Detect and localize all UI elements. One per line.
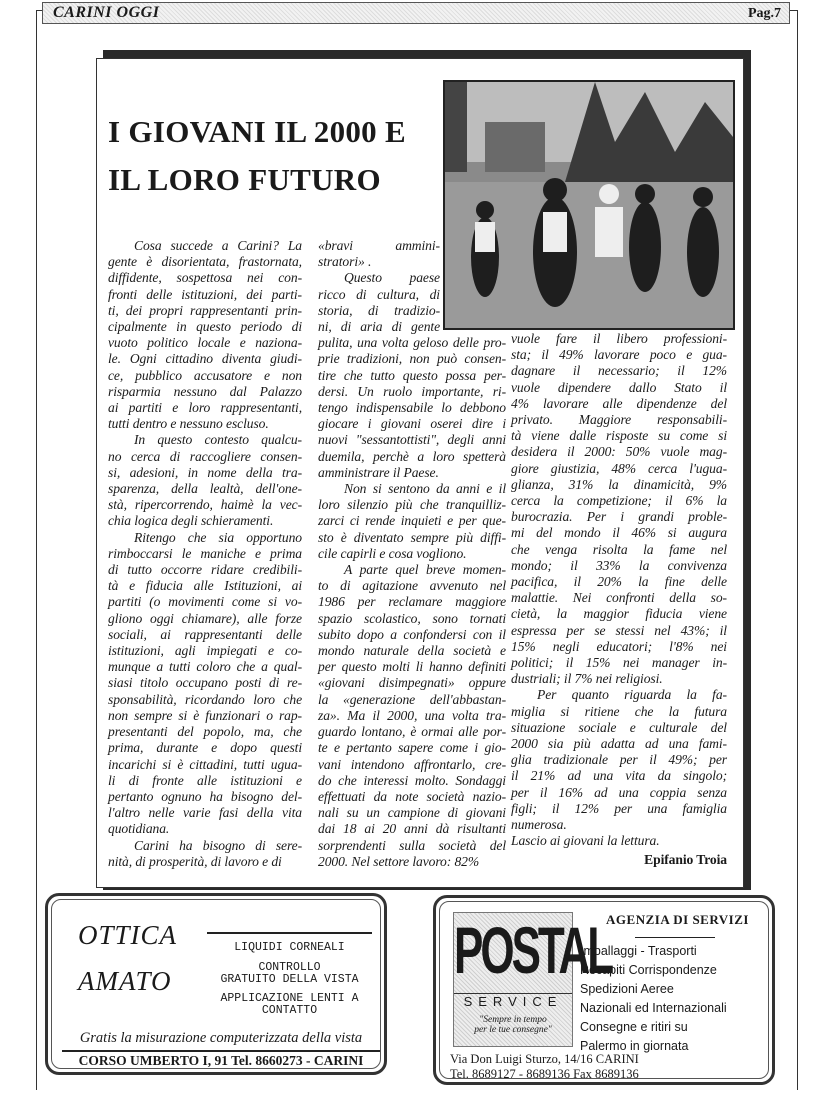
text-line: il 21% ad una vita da singolo; xyxy=(511,768,727,784)
article-paragraph xyxy=(511,833,727,849)
text-line: partiti (o movimenti come si vo- xyxy=(108,594,302,610)
text-line: diffidente, sospettosa nei con- xyxy=(108,270,302,286)
article-column-1 xyxy=(108,238,302,870)
text-line: giore giustizia, 48% cerca l'ugua- xyxy=(511,460,727,476)
text-line: 2000. Nel settore lavoro: 82% xyxy=(318,853,480,869)
text-line: sta; il 49% lavorare poco e gua- xyxy=(511,347,727,363)
text-line: za». Ma il 2000, una volta tra- xyxy=(318,707,506,723)
text-line: do che interessi molto. Sondaggi xyxy=(318,772,506,788)
text-line: cipalmente in questo periodo di xyxy=(108,319,302,335)
postal-service-logo xyxy=(453,912,612,1047)
text-line: amministrare il Paese. xyxy=(318,464,439,480)
ad-service: LIQUIDI CORNEALI xyxy=(234,941,345,954)
text-line: spazio scolastico, sono tornati xyxy=(318,610,506,626)
text-line: sto è diventato sempre più diffi- xyxy=(318,529,506,545)
ad-brand-name: OTTICA xyxy=(78,920,178,950)
text-line: di tutto occorre ridare credibili- xyxy=(108,562,302,578)
text-line: pertanto ognuno ha bisogno del- xyxy=(108,788,302,804)
ad-service xyxy=(202,993,377,1017)
ad-ottica-amato xyxy=(45,893,387,1075)
text-line: dagnare il necessario; il 12% xyxy=(511,363,727,379)
ad-service-item: Palermo in giornata xyxy=(580,1039,689,1053)
text-line: per questo molti li hanno definiti xyxy=(318,659,506,675)
text-line: subito dopo a confondersi con il xyxy=(318,626,506,642)
ad-tagline: Gratis la misurazione computerizzata della vista xyxy=(79,1030,363,1046)
text-line: risparmia nessuno dal Palazzo xyxy=(108,383,302,399)
ad-brand-name: AMATO xyxy=(78,966,172,996)
text-line: Questo paese xyxy=(344,270,440,286)
text-line: tà viene dalle risposte su come si xyxy=(511,428,727,444)
page-frame-right xyxy=(790,10,798,1090)
ad-address: Via Don Luigi Sturzo, 14/16 CARINI xyxy=(450,1052,639,1066)
article-paragraph xyxy=(108,432,302,529)
text-line: no cerca di raccogliere consen- xyxy=(108,448,302,464)
article-paragraph xyxy=(511,687,727,833)
text-line: incarichi si è cittadini, tutti ugua- xyxy=(108,756,302,772)
text-line: te e pertanto sapere come i gio- xyxy=(318,740,506,756)
text-line: che venga risolta la fame nel xyxy=(511,541,727,557)
text-line: fronti delle istituzioni, dei parti- xyxy=(108,286,302,302)
article-title xyxy=(108,108,406,204)
ad-address: CORSO UMBERTO I, 91 Tel. 8660273 - CARINI xyxy=(78,1053,364,1068)
text-line: malattie. Nei confronti della so- xyxy=(511,590,727,606)
text-line: nuovi "sessantottisti", degli anni xyxy=(318,432,506,448)
text-line: mondo; il 33% la convivenza xyxy=(511,557,727,573)
text-line: gliono oggi chiamare), alle forze xyxy=(108,610,302,626)
text-line: chia logica degli schieramenti. xyxy=(108,513,274,529)
text-line: desidera il 2000: 50% vuole mag- xyxy=(511,444,727,460)
text-line: presentanti del popolo, ma, che xyxy=(108,724,302,740)
text-line: siasi titolo occupano posti di re- xyxy=(108,675,302,691)
article-paragraph xyxy=(108,530,302,838)
article-column-2 xyxy=(318,238,506,870)
text-line: istituzioni, agli impiegati e co- xyxy=(108,643,302,659)
ad-service xyxy=(202,962,377,986)
article-paragraph xyxy=(511,331,727,687)
title-line: I GIOVANI IL 2000 E xyxy=(108,114,406,149)
text-line: le. Ogni cittadino diventa giudi- xyxy=(108,351,302,367)
text-line: tire che tutto questo possa per- xyxy=(318,367,506,383)
text-line: mondo naturale della società e xyxy=(318,643,506,659)
text-line: situazione sociale e culturale del xyxy=(511,719,727,735)
ad-service-item: Recapiti Corrispondenze xyxy=(580,963,717,977)
text-line: In questo contesto qualcu- xyxy=(134,432,302,448)
text-line: cietà, la maggior fiducia viene xyxy=(511,606,727,622)
text-line: guardo lontano, è ormai alle por- xyxy=(318,724,506,740)
text-line: vuole fare il libero professioni- xyxy=(511,331,727,346)
article-paragraph xyxy=(318,481,506,562)
text-line: sponsabilità, ricordando loro che xyxy=(108,691,302,707)
text-line: sociali, ai rappresentanti delle xyxy=(108,626,302,642)
text-line: gente è disorientata, frastornata, xyxy=(108,254,302,270)
text-line: pulita, una volta geloso delle pro- xyxy=(318,335,506,351)
text-line: dersi. Un ruolo importante, ri- xyxy=(318,383,506,399)
text-line: li di fronte alle istituzioni e xyxy=(108,772,302,788)
text-line: stà, ripercorrendo, haimè la vec- xyxy=(108,497,302,513)
ad-postal-service xyxy=(433,895,775,1085)
text-line: to di agitazione avvenuto nel xyxy=(318,578,506,594)
logo-text: POSTAL xyxy=(454,914,612,988)
page-frame-left xyxy=(36,10,44,1090)
logo-subtext: SERVICE xyxy=(454,993,572,1009)
text-line: 4% lavorare alle dipendenze del xyxy=(511,395,727,411)
divider xyxy=(635,937,715,938)
article-column-3 xyxy=(511,331,727,868)
text-line: nali su un campione di giovani xyxy=(318,805,506,821)
article-paragraph xyxy=(108,838,302,870)
ad-service-line: CONTATTO xyxy=(261,1004,318,1017)
text-line: Lascio ai giovani la lettura. xyxy=(511,833,660,849)
article-paragraph xyxy=(318,562,506,870)
masthead: CARINI OGGI xyxy=(53,4,160,21)
text-line: dai 18 ai 20 anni dà risultanti xyxy=(318,821,506,837)
text-line: politici; il 15% nei manager in- xyxy=(511,655,727,671)
text-line: A parte quel breve momen- xyxy=(344,562,506,578)
text-line: per il 16% ad una coppia senza xyxy=(511,784,727,800)
text-line: vuoto politico locale e naziona- xyxy=(108,335,302,351)
ad-contact xyxy=(450,1052,639,1082)
ad-services-list xyxy=(580,942,727,1056)
text-line: vani intendono affrontarlo, cre- xyxy=(318,756,506,772)
text-line: munque a tutti coloro che a qual- xyxy=(108,659,302,675)
text-line: sparenza, della lealtà, dell'one- xyxy=(108,481,302,497)
slogan: "Sempre in tempo xyxy=(479,1015,547,1025)
text-line: Per quanto riguarda la fa- xyxy=(537,687,727,703)
page-number: Pag.7 xyxy=(747,6,781,21)
text-line: Cosa succede a Carini? La xyxy=(134,238,302,253)
text-line: cile capirli e cosa vogliono. xyxy=(318,545,467,561)
text-line: «bravi ammini- xyxy=(318,238,440,253)
text-line: cerca la competizione; il 6% la xyxy=(511,493,727,509)
text-line: ricco di cultura, di xyxy=(318,286,440,302)
text-line: mi del mondo il 46% si augura xyxy=(511,525,727,541)
text-line: quotidiana. xyxy=(108,821,170,837)
ad-service-line: CONTROLLO xyxy=(258,961,321,974)
text-line: si, adesioni, in nome della tra- xyxy=(108,464,302,480)
ad-phone: Tel. 8689127 - 8689136 Fax 8689136 xyxy=(450,1067,639,1081)
text-line: ti, dei propri rappresentanti prin- xyxy=(108,302,302,318)
ad-service-item: Consegne e ritiri su xyxy=(580,1020,688,1034)
ad-service-line: GRATUITO DELLA VISTA xyxy=(220,973,359,986)
text-line: prima, durante e dopo questi xyxy=(108,740,302,756)
ad-service-item: Imballaggi - Trasporti xyxy=(580,944,697,958)
text-line: giocare i giovani oserei dire i xyxy=(318,416,506,432)
text-line: non sempre si è funzionari o rap- xyxy=(108,707,302,723)
text-line: ce, pubblico accusatore e non xyxy=(108,367,302,383)
text-line: Ritengo che sia opportuno xyxy=(134,529,302,545)
text-line: espressa per se stessi nel 43%; il xyxy=(511,622,727,638)
text-line: glia tradizionale per il 49%; per xyxy=(511,752,727,768)
text-line: ai partiti e loro rappresentanti, xyxy=(108,400,302,416)
author-signature: Epifanio Troia xyxy=(644,851,727,867)
text-line: tà e fiducia alle Istituzioni, ai xyxy=(108,578,302,594)
divider xyxy=(62,1050,380,1052)
text-line: storia, di tradizio- xyxy=(318,302,440,318)
slogan: per le tue consegne" xyxy=(474,1025,552,1035)
article-paragraph xyxy=(108,238,302,432)
title-line: IL LORO FUTURO xyxy=(108,162,381,197)
text-line: ni, di aria di gente xyxy=(318,319,440,335)
text-line: figli; il 12% per una famiglia xyxy=(511,800,727,816)
text-line: duemila, perchè a loro spetterà xyxy=(318,448,506,464)
text-line: Non si sentono da anni e il xyxy=(344,481,506,497)
divider xyxy=(207,932,372,934)
text-line: 1986 per reclamare maggiore xyxy=(318,594,506,610)
page-header xyxy=(42,2,790,24)
text-line: loro silenzio più che tranquilliz- xyxy=(318,497,506,513)
text-line: l'altro nelle varie fasi della vita xyxy=(108,805,302,821)
ad-service-line: APPLICAZIONE LENTI A xyxy=(220,992,359,1005)
text-line: sorprendenti sulla società del xyxy=(318,837,506,853)
text-line: prie tradizioni, non può consen- xyxy=(318,351,506,367)
text-line: «giovani disimpegnati» oppure xyxy=(318,675,506,691)
text-line: burocrazia. Per i grandi proble- xyxy=(511,509,727,525)
ad-service-item: Spedizioni Aeree xyxy=(580,982,674,996)
text-line: la «generazione dell'abbastan- xyxy=(318,691,506,707)
text-line: Carini ha bisogno di sere- xyxy=(134,837,302,853)
text-line: miglia si ritiene che la futura xyxy=(511,703,727,719)
text-line: dustriali; il 7% nei religiosi. xyxy=(511,671,663,687)
text-line: vuole dipendere dallo Stato il xyxy=(511,379,727,395)
text-line: effettuati da note società nazio- xyxy=(318,788,506,804)
text-line: nità, di prosperità, di lavoro e di xyxy=(108,853,282,869)
text-line: rimboccarsi le maniche e prima xyxy=(108,545,302,561)
text-line: privato. Maggiore responsabili- xyxy=(511,412,727,428)
ad-heading: AGENZIA DI SERVIZI xyxy=(606,912,749,927)
text-line: glianza, 31% la dinamicità, 9% xyxy=(511,476,727,492)
text-line: tengo indispensabile lo debbono xyxy=(318,400,506,416)
text-line: 15% negli educatori; l'8% nei xyxy=(511,638,727,654)
text-line: zarci ci rende inquieti e per que- xyxy=(318,513,506,529)
ad-service-item: Nazionali ed Internazionali xyxy=(580,1001,727,1015)
text-line: pacifica, il 20% la fine delle xyxy=(511,574,727,590)
text-line: tutti dentro e nessuno escluso. xyxy=(108,416,269,432)
text-line: numerosa. xyxy=(511,817,567,833)
text-line: 2000 sia più adatta ad una fami- xyxy=(511,736,727,752)
text-line: stratori» . xyxy=(318,254,372,270)
